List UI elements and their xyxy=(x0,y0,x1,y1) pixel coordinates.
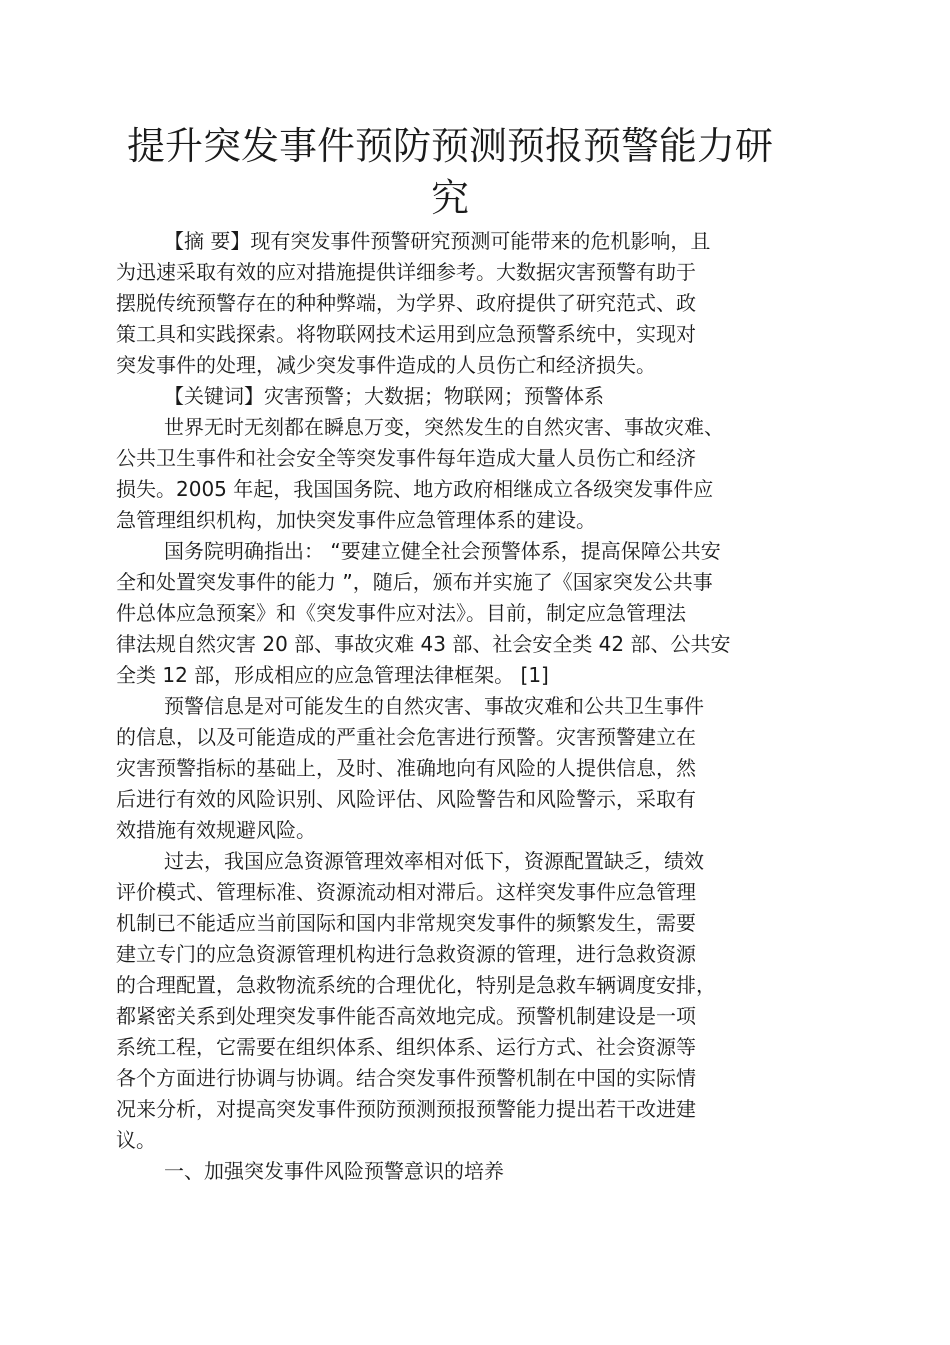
body-paragraph xyxy=(116,536,836,691)
body-paragraph xyxy=(116,691,836,846)
body-paragraph xyxy=(116,846,836,1156)
section-heading xyxy=(116,1156,836,1187)
text-line: 建立专门的应急资源管理机构进行急救资源的管理，进行急救资源 xyxy=(116,942,696,966)
title-line: 提升突发事件预防预测预报预警能力研 xyxy=(126,124,773,168)
text-line: 全类 12 部，形成相应的应急管理法律框架。 [1] xyxy=(116,663,549,687)
text-line: 况来分析，对提高突发事件预防预测预报预警能力提出若干改进建 xyxy=(116,1097,696,1121)
text-line: 突发事件的处理，减少突发事件造成的人员伤亡和经济损失。 xyxy=(116,353,656,377)
text-line: 系统工程，它需要在组织体系、组织体系、运行方式、社会资源等 xyxy=(116,1035,696,1059)
text-line: 灾害预警指标的基础上，及时、准确地向有风险的人提供信息，然 xyxy=(116,756,696,780)
text-line: 策工具和实践探索。将物联网技术运用到应急预警系统中，实现对 xyxy=(116,322,696,346)
text-line: 效措施有效规避风险。 xyxy=(116,818,316,842)
keywords-paragraph xyxy=(116,381,836,412)
text-line: 各个方面进行协调与协调。结合突发事件预警机制在中国的实际情 xyxy=(116,1066,696,1090)
body-paragraph xyxy=(116,412,836,536)
document-title xyxy=(100,120,800,224)
text-line: 世界无时无刻都在瞬息万变，突然发生的自然灾害、事故灾难、 xyxy=(164,415,724,439)
text-line: 后进行有效的风险识别、风险评估、风险警告和风险警示，采取有 xyxy=(116,787,696,811)
text-line: 议。 xyxy=(116,1128,156,1152)
abstract-paragraph xyxy=(116,226,836,381)
text-line: 机制已不能适应当前国际和国内非常规突发事件的频繁发生，需要 xyxy=(116,911,696,935)
title-line: 究 xyxy=(430,176,469,220)
text-line: 【关键词】灾害预警；大数据；物联网；预警体系 xyxy=(164,384,604,408)
text-line: 全和处置突发事件的能力 ”，随后，颁布并实施了《国家突发公共事 xyxy=(116,570,713,594)
text-line: 摆脱传统预警存在的种种弊端，为学界、政府提供了研究范式、政 xyxy=(116,291,696,315)
text-line: 公共卫生事件和社会安全等突发事件每年造成大量人员伤亡和经济 xyxy=(116,446,696,470)
text-line: 律法规自然灾害 20 部、事故灾难 43 部、社会安全类 42 部、公共安 xyxy=(116,632,731,656)
text-line: 损失。2005 年起，我国国务院、地方政府相继成立各级突发事件应 xyxy=(116,477,714,501)
text-line: 一、加强突发事件风险预警意识的培养 xyxy=(164,1159,504,1183)
document-body xyxy=(116,226,836,1187)
text-line: 过去，我国应急资源管理效率相对低下，资源配置缺乏，绩效 xyxy=(164,849,704,873)
text-line: 的合理配置，急救物流系统的合理优化，特别是急救车辆调度安排， xyxy=(116,973,716,997)
text-line: 评价模式、管理标准、资源流动相对滞后。这样突发事件应急管理 xyxy=(116,880,696,904)
text-line: 国务院明确指出： “要建立健全社会预警体系，提高保障公共安 xyxy=(164,539,721,563)
text-line: 为迅速采取有效的应对措施提供详细参考。大数据灾害预警有助于 xyxy=(116,260,696,284)
text-line: 【摘 要】现有突发事件预警研究预测可能带来的危机影响，且 xyxy=(164,229,711,253)
text-line: 件总体应急预案》和《突发事件应对法》。目前，制定应急管理法 xyxy=(116,601,686,625)
text-line: 急管理组织机构，加快突发事件应急管理体系的建设。 xyxy=(116,508,596,532)
text-line: 预警信息是对可能发生的自然灾害、事故灾难和公共卫生事件 xyxy=(164,694,704,718)
text-line: 都紧密关系到处理突发事件能否高效地完成。预警机制建设是一项 xyxy=(116,1004,696,1028)
text-line: 的信息，以及可能造成的严重社会危害进行预警。灾害预警建立在 xyxy=(116,725,696,749)
